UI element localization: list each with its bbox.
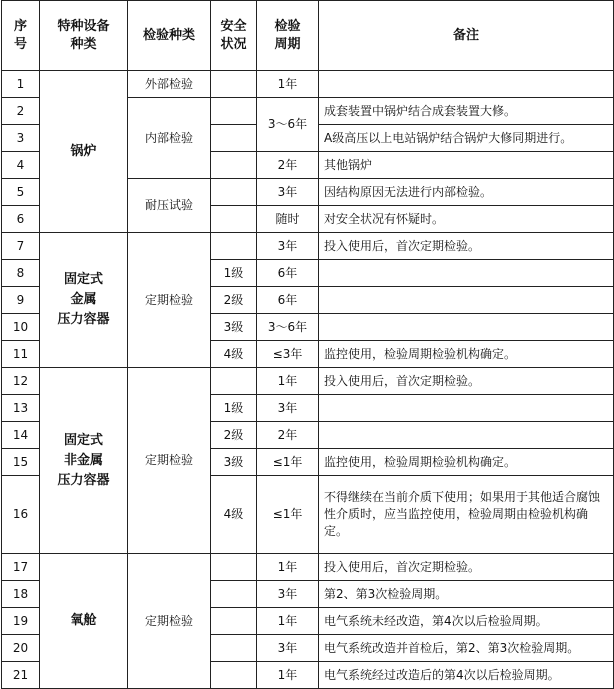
header-period: 检验 周期 xyxy=(257,1,319,71)
table-row xyxy=(2,368,614,395)
remark: 监控使用，检验周期检验机构确定。 xyxy=(319,341,614,368)
period: 3年 xyxy=(257,395,319,422)
safety-level xyxy=(211,635,257,662)
row-no: 5 xyxy=(2,179,40,206)
header-row xyxy=(2,1,614,71)
period: 3年 xyxy=(257,581,319,608)
period: 1年 xyxy=(257,554,319,581)
safety-level xyxy=(211,608,257,635)
remark: 成套装置中锅炉结合成套装置大修。 xyxy=(319,98,614,125)
inspection-type: 外部检验 xyxy=(128,71,211,98)
row-no: 9 xyxy=(2,287,40,314)
row-no: 13 xyxy=(2,395,40,422)
remark xyxy=(319,71,614,98)
period: 随时 xyxy=(257,206,319,233)
safety-level xyxy=(211,125,257,152)
header-equipment: 特种设备 种类 xyxy=(40,1,128,71)
row-no: 16 xyxy=(2,476,40,554)
period: 1年 xyxy=(257,368,319,395)
period: 1年 xyxy=(257,71,319,98)
equipment-group: 固定式 非金属 压力容器 xyxy=(40,368,128,554)
period: 1年 xyxy=(257,608,319,635)
remark: 第2、第3次检验周期。 xyxy=(319,581,614,608)
remark xyxy=(319,422,614,449)
row-no: 20 xyxy=(2,635,40,662)
table-row xyxy=(2,554,614,581)
equipment-group: 固定式 金属 压力容器 xyxy=(40,233,128,368)
period: ≤1年 xyxy=(257,476,319,554)
safety-level xyxy=(211,233,257,260)
safety-level: 2级 xyxy=(211,287,257,314)
remark: 投入使用后，首次定期检验。 xyxy=(319,368,614,395)
row-no: 7 xyxy=(2,233,40,260)
safety-level xyxy=(211,179,257,206)
period: 6年 xyxy=(257,260,319,287)
period: 1年 xyxy=(257,662,319,689)
row-no: 11 xyxy=(2,341,40,368)
row-no: 14 xyxy=(2,422,40,449)
safety-level xyxy=(211,662,257,689)
safety-level xyxy=(211,98,257,125)
inspection-type: 定期检验 xyxy=(128,233,211,368)
inspection-type: 定期检验 xyxy=(128,368,211,554)
header-inspection: 检验种类 xyxy=(128,1,211,71)
safety-level xyxy=(211,206,257,233)
period: 2年 xyxy=(257,422,319,449)
inspection-type: 定期检验 xyxy=(128,554,211,689)
safety-level: 3级 xyxy=(211,314,257,341)
period: 3年 xyxy=(257,179,319,206)
remark: 因结构原因无法进行内部检验。 xyxy=(319,179,614,206)
remark: 电气系统改造并首检后，第2、第3次检验周期。 xyxy=(319,635,614,662)
row-no: 17 xyxy=(2,554,40,581)
header-safety: 安全 状况 xyxy=(211,1,257,71)
remark: 投入使用后，首次定期检验。 xyxy=(319,554,614,581)
remark: 不得继续在当前介质下使用；如果用于其他适合腐蚀性介质时，应当监控使用，检验周期由检验机构确定。 xyxy=(319,476,614,554)
row-no: 8 xyxy=(2,260,40,287)
table-row xyxy=(2,233,614,260)
safety-level: 1级 xyxy=(211,260,257,287)
row-no: 2 xyxy=(2,98,40,125)
safety-level xyxy=(211,71,257,98)
row-no: 12 xyxy=(2,368,40,395)
safety-level xyxy=(211,368,257,395)
period: 2年 xyxy=(257,152,319,179)
remark: 其他锅炉 xyxy=(319,152,614,179)
header-seq: 序 号 xyxy=(2,1,40,71)
equipment-group: 氧舱 xyxy=(40,554,128,689)
row-no: 15 xyxy=(2,449,40,476)
safety-level xyxy=(211,581,257,608)
inspection-type: 耐压试验 xyxy=(128,179,211,233)
period: ≤3年 xyxy=(257,341,319,368)
safety-level xyxy=(211,554,257,581)
remark xyxy=(319,395,614,422)
header-remarks: 备注 xyxy=(319,1,614,71)
remark xyxy=(319,314,614,341)
remark: 对安全状况有怀疑时。 xyxy=(319,206,614,233)
remark: A级高压以上电站锅炉结合锅炉大修同期进行。 xyxy=(319,125,614,152)
safety-level xyxy=(211,152,257,179)
row-no: 3 xyxy=(2,125,40,152)
safety-level: 2级 xyxy=(211,422,257,449)
safety-level: 4级 xyxy=(211,476,257,554)
period: ≤1年 xyxy=(257,449,319,476)
period: 3年 xyxy=(257,635,319,662)
inspection-type: 内部检验 xyxy=(128,98,211,179)
equipment-group: 锅炉 xyxy=(40,71,128,233)
period: 3年 xyxy=(257,233,319,260)
remark xyxy=(319,260,614,287)
remark: 监控使用，检验周期检验机构确定。 xyxy=(319,449,614,476)
row-no: 21 xyxy=(2,662,40,689)
safety-level: 1级 xyxy=(211,395,257,422)
remark: 投入使用后，首次定期检验。 xyxy=(319,233,614,260)
remark: 电气系统未经改造，第4次以后检验周期。 xyxy=(319,608,614,635)
remark xyxy=(319,287,614,314)
remark: 电气系统经过改造后的第4次以后检验周期。 xyxy=(319,662,614,689)
safety-level: 3级 xyxy=(211,449,257,476)
row-no: 1 xyxy=(2,71,40,98)
period: 6年 xyxy=(257,287,319,314)
row-no: 19 xyxy=(2,608,40,635)
table-row xyxy=(2,71,614,98)
row-no: 6 xyxy=(2,206,40,233)
period: 3～6年 xyxy=(257,314,319,341)
safety-level: 4级 xyxy=(211,341,257,368)
inspection-period-table xyxy=(1,0,614,689)
row-no: 4 xyxy=(2,152,40,179)
row-no: 10 xyxy=(2,314,40,341)
period: 3～6年 xyxy=(257,98,319,152)
row-no: 18 xyxy=(2,581,40,608)
